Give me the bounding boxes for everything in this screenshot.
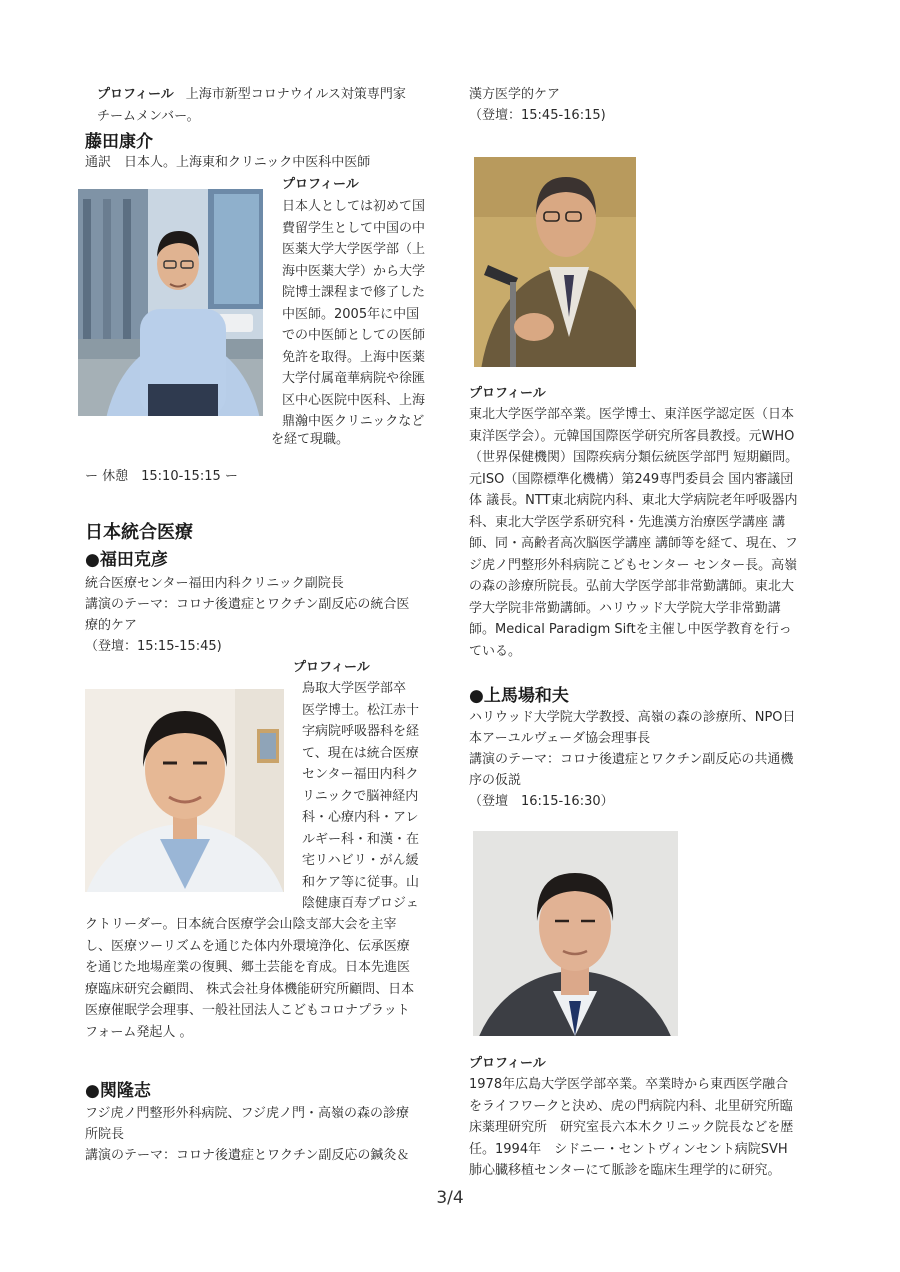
fujita-line: 鼎瀚中医クリニックなど: [282, 414, 425, 429]
fukuda-line: リニックで脳神経内: [302, 788, 419, 804]
top-profile-label: プロフィール: [97, 87, 174, 102]
fukuda-line: 字病院呼吸器科を経: [302, 724, 420, 739]
fujita-line: での中医師としての医師: [282, 328, 426, 343]
top-profile-text: 上海市新型コロナウイルス対策専門家: [185, 87, 406, 102]
fukuda-time: （登壇：15:15-15:45): [85, 639, 222, 654]
kamibaba-profile-label: プロフィール: [469, 1056, 546, 1071]
fukuda-affiliation: 統合医療センター福田内科クリニック副院長: [85, 576, 344, 591]
kamibaba-line: 床薬理研究所 研究室長六本木クリニック院長などを歴: [469, 1120, 794, 1135]
fukuda-line: ルギー科・和漢・在: [302, 831, 420, 847]
seki-line: ジ虎ノ門整形外科病院こどもセンター センター長。高嶺: [469, 557, 798, 573]
seki-line: 科、東北大学医学系研究科・先進漢方治療医学講座 講: [469, 514, 786, 530]
fukuda-profile-label: プロフィール: [293, 660, 370, 675]
fukuda-theme-2: 療的ケア: [85, 618, 138, 633]
seki-name: ●関隆志: [85, 1081, 151, 1101]
kamibaba-line: 肺心臓移植センターにて脈診を臨床生理学的に研究。: [469, 1163, 781, 1178]
fukuda-profile-text: [302, 678, 419, 915]
seki-line: 師。Medical Paradigm Siftを主催し中医学教育を行っ: [469, 622, 792, 637]
top-profile-line: [97, 84, 406, 106]
fukuda-theme: 講演のテーマ：コロナ後遺症とワクチン副反応の統合医: [85, 597, 410, 612]
fukuda-name: ●福田克彦: [85, 550, 168, 570]
seki-line: の森の診療所院長。弘前大学医学部非常勤講師。東北大: [469, 579, 795, 594]
fujita-role: 通訳 日本人。上海東和クリニック中医科中医師: [85, 155, 371, 170]
fujita-last-line: を経て現職。: [271, 432, 350, 447]
fukuda-line: 宅リハビリ・がん緩: [302, 853, 419, 868]
section-title: 日本統合医療: [85, 522, 193, 543]
fukuda-full-line: を通じた地場産業の復興、郷土芸能を育成。日本先進医: [85, 960, 411, 975]
seki-line: 元ISO（国際標準化機構）第249専門委員会 国内審議団: [469, 471, 794, 487]
fujita-line: 区中心医院中医科、上海: [282, 392, 426, 408]
fujita-profile-label: プロフィール: [282, 177, 359, 192]
seki-photo: [474, 157, 636, 367]
kamibaba-line: 任。1994年 シドニー・セントヴィンセント病院SVH: [469, 1141, 788, 1157]
top-profile-text-2: チームメンバー。: [97, 109, 200, 124]
kamibaba-time: （登壇 16:15-16:30）: [469, 794, 614, 809]
fukuda-full-line: フォーム発起人 。: [85, 1024, 193, 1040]
fujita-line: 中医師。2005年に中国: [282, 306, 420, 322]
fukuda-profile-text-full: [85, 914, 414, 1043]
seki-line: 体 議長。NTT東北病院内科、東北大学病院老年呼吸器内: [469, 493, 798, 508]
seki-theme: 講演のテーマ：コロナ後遺症とワクチン副反応の鍼灸＆: [85, 1148, 410, 1163]
fukuda-line: 陰健康百寿プロジェ: [302, 896, 419, 911]
seki-line: ている。: [469, 643, 522, 659]
fujita-line: 免許を取得。上海中医薬: [282, 349, 426, 365]
fujita-line: 医薬大学大学医学部（上: [282, 242, 426, 257]
seki-profile-text: [469, 404, 798, 662]
fukuda-full-line: 医療催眠学会理事、一般社団法人こどもコロナプラット: [85, 1003, 410, 1018]
fukuda-full-line: し、医療ツーリズムを通じた体内外環境浄化、伝承医療: [85, 938, 410, 954]
seki-profile-label: プロフィール: [469, 386, 546, 401]
seki-line: 東北大学医学部卒業。医学博士、東洋医学認定医（日本: [469, 407, 795, 422]
seki-affiliation-2: 所院長: [85, 1127, 125, 1142]
kamibaba-name: ●上馬場和夫: [469, 686, 569, 706]
kamibaba-line: 1978年広島大学医学部卒業。卒業時から東西医学融合: [469, 1077, 789, 1092]
seki-affiliation: フジ虎ノ門整形外科病院、フジ虎ノ門・高嶺の森の診療: [85, 1106, 409, 1121]
fukuda-line: センター福田内科ク: [302, 767, 419, 782]
fukuda-line: 和ケア等に従事。山: [302, 874, 420, 890]
fukuda-line: 医学博士。松江赤十: [302, 702, 420, 718]
fujita-line: 院博士課程まで修了した: [282, 285, 426, 300]
fujita-line: 大学付属竜華病院や徐匯: [282, 371, 426, 386]
fujita-line: 海中医薬大学）から大学: [282, 263, 426, 279]
fukuda-line: 鳥取大学医学部卒: [302, 681, 407, 696]
kamibaba-affiliation-2: 本アーユルヴェーダ協会理事長: [469, 731, 651, 746]
kamibaba-profile-text: [469, 1074, 793, 1182]
seki-line: 東洋医学会）。元韓国国際医学研究所客員教授。元WHO: [469, 428, 795, 444]
fukuda-line: 科・心療内科・アレ: [302, 810, 419, 825]
fukuda-full-line: クトリーダー。日本統合医療学会山陰支部大会を主宰: [85, 917, 397, 932]
seki-line: 師、同・高齢者高次脳医学講座 講師等を経て、現在、フ: [469, 536, 798, 551]
kamibaba-affiliation: ハリウッド大学院大学教授、高嶺の森の診療所、NPO日: [469, 710, 796, 725]
fujita-photo: [78, 189, 263, 416]
fujita-name: 藤田康介: [85, 132, 153, 152]
kamibaba-photo: [473, 831, 678, 1036]
seki-theme-2: 漢方医学的ケア: [469, 87, 561, 102]
seki-line: （世界保健機関）国際疾病分類伝統医学部門 短期顧問。: [469, 450, 799, 465]
kamibaba-theme: 講演のテーマ：コロナ後遺症とワクチン副反応の共通機: [469, 752, 794, 767]
seki-time: （登壇：15:45-16:15): [469, 108, 606, 123]
fujita-line: 費留学生として中国の中: [282, 220, 426, 236]
fukuda-line: て、現在は統合医療: [302, 745, 419, 761]
fukuda-full-line: 療臨床研究会顧問、 株式会社身体機能研究所顧問、日本: [85, 981, 415, 997]
seki-line: 学大学院非常勤講師。ハリウッド大学院大学非常勤講: [469, 600, 781, 616]
fujita-profile-text: [282, 196, 425, 433]
page-number: 3/4: [436, 1188, 464, 1208]
kamibaba-line: をライフワークと決め、虎の門病院内科、北里研究所臨: [469, 1098, 793, 1114]
break-time: ー 休憩 15:10-15:15 ー: [85, 469, 238, 484]
fukuda-photo: [85, 689, 284, 892]
kamibaba-theme-2: 序の仮説: [469, 773, 522, 788]
fujita-line: 日本人としては初めて国: [282, 199, 426, 214]
